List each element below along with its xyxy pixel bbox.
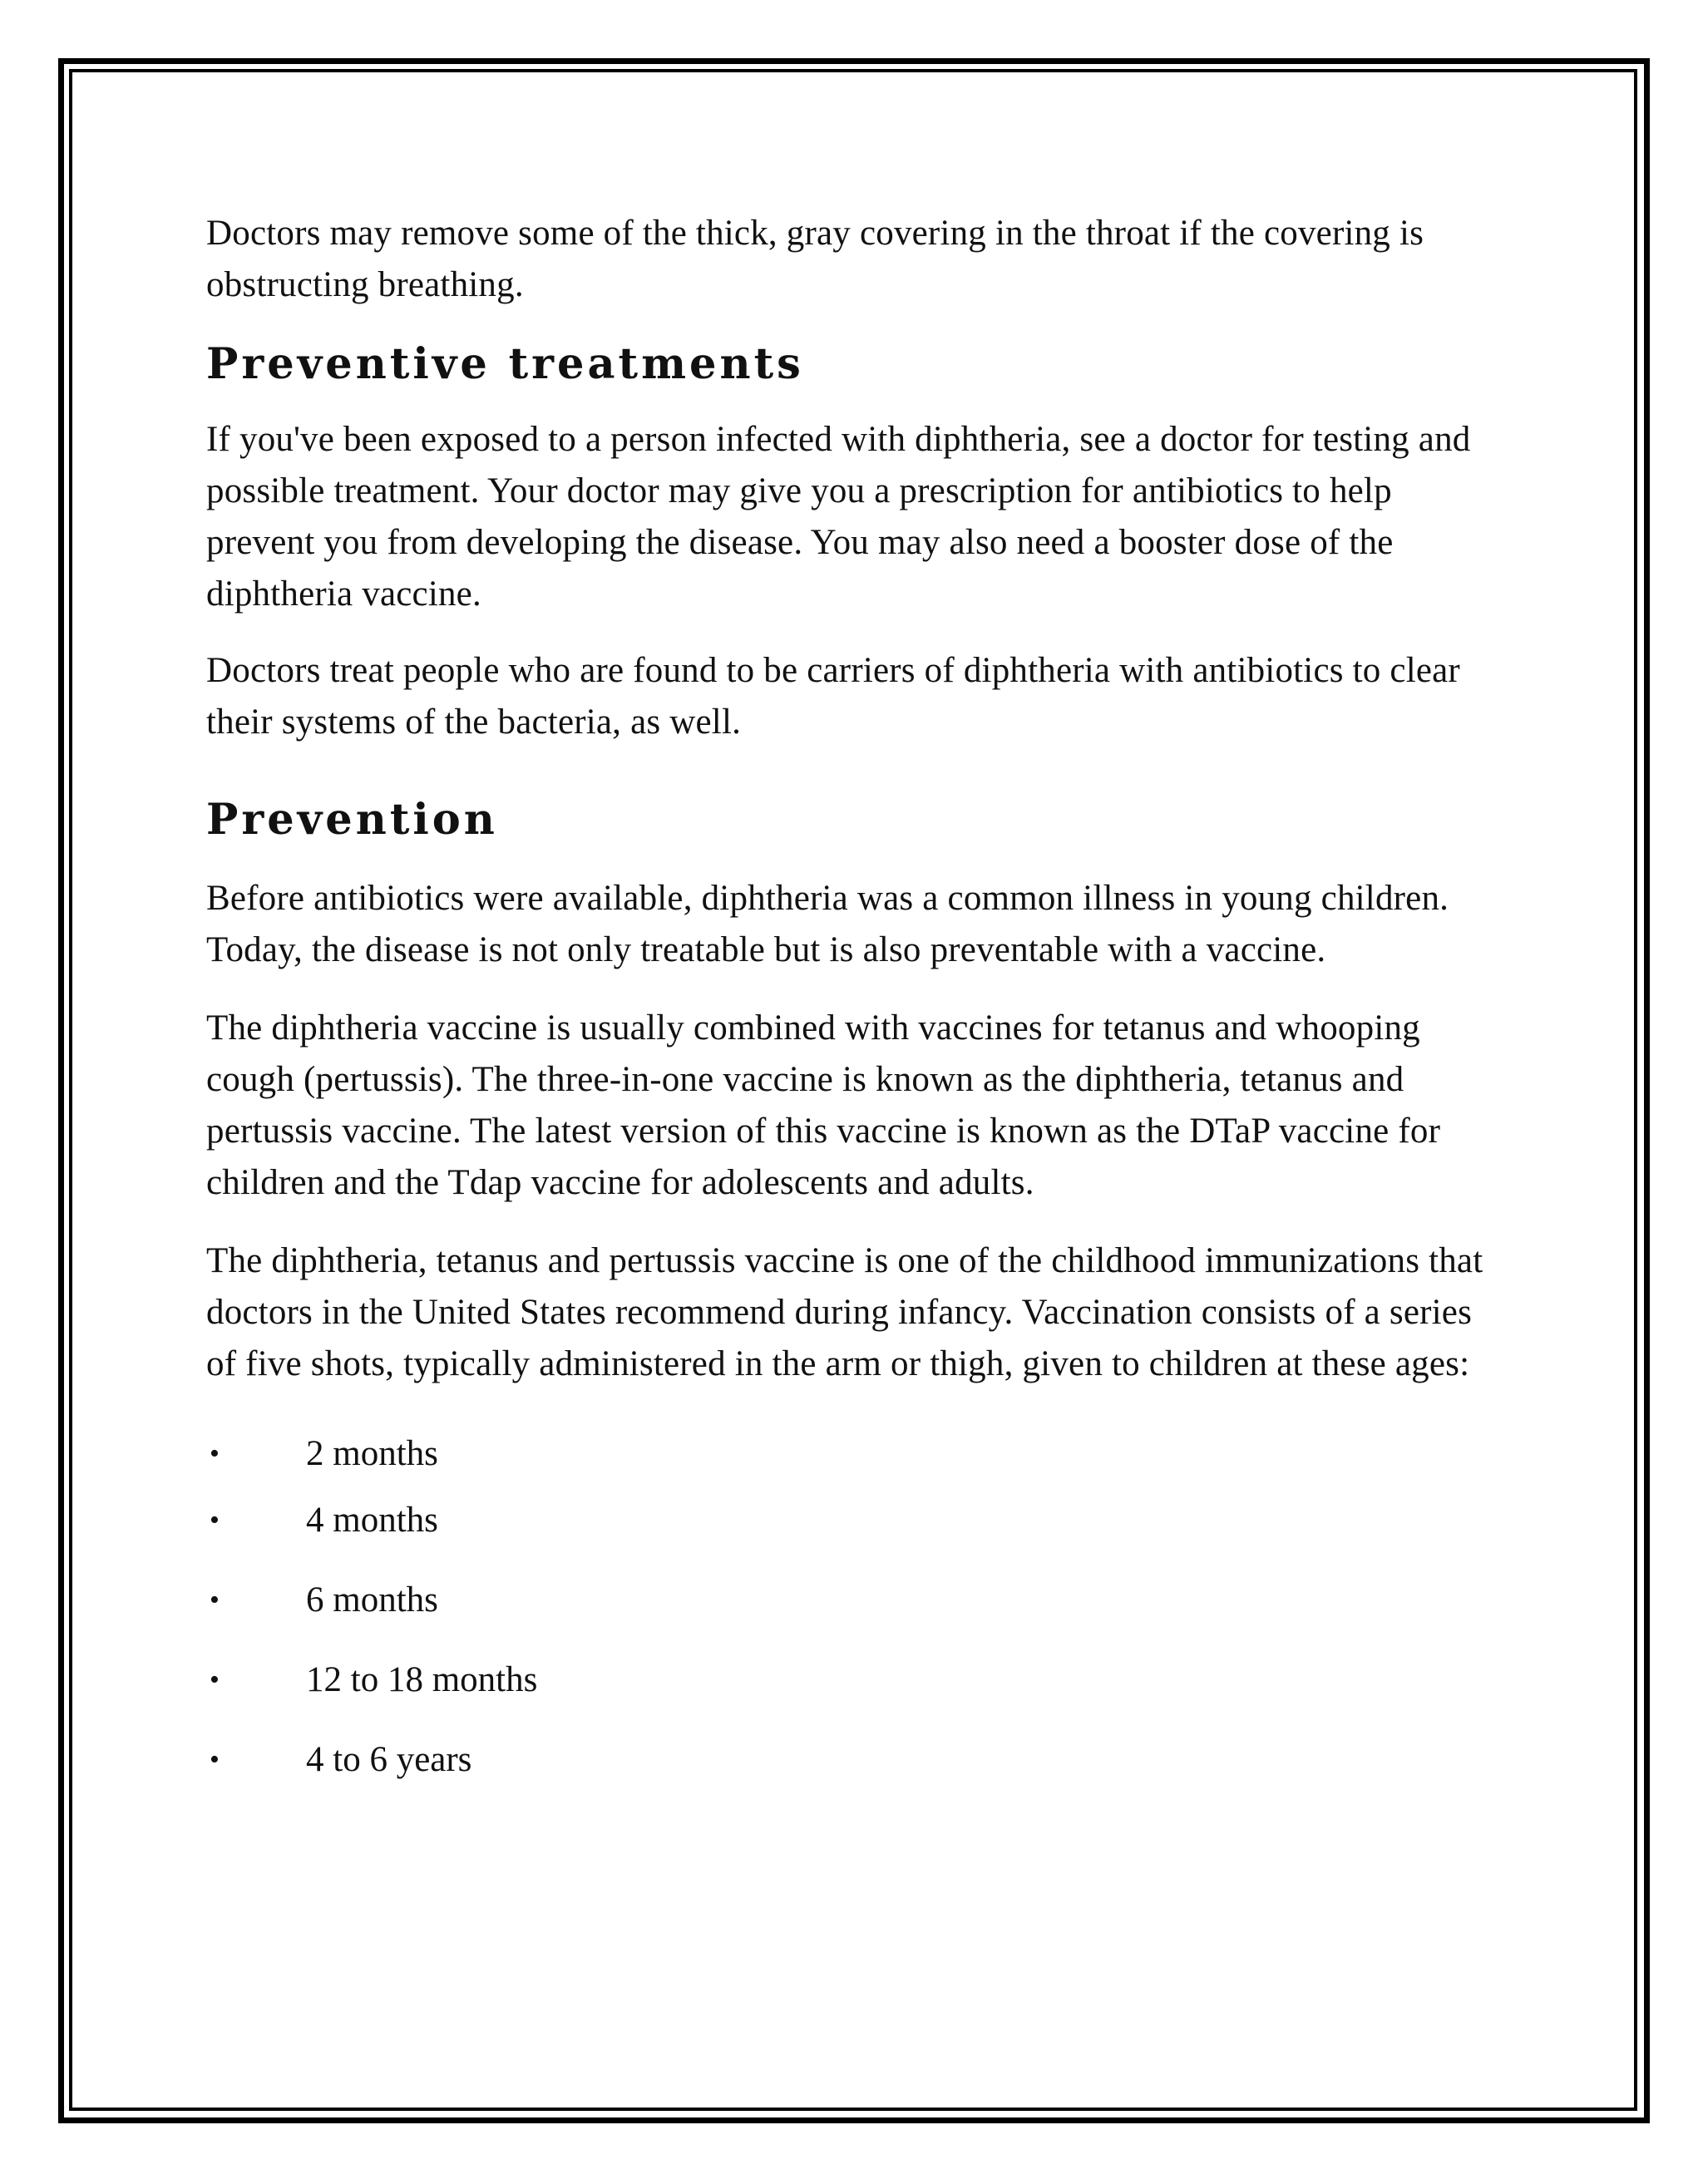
paragraph-combined-vaccine: The diphtheria vaccine is usually combined with vaccines for tetanus and whooping cough (pertussis). The three-in-one vaccine is known as the diphtheria, tetanus and pertussis vaccine. The latest version of this vaccine is known as the DTaP vaccine for children and the Tdap vaccine for adolescents and adults.: [206, 1008, 1441, 1202]
vaccination-ages-list: [206, 1428, 1503, 1786]
list-item: [206, 1654, 1503, 1706]
list-item: [206, 1495, 1503, 1546]
bullet-icon: •: [210, 1585, 220, 1615]
list-item: [206, 1428, 1503, 1480]
paragraph-exposure: If you've been exposed to a person infected with diphtheria, see a doctor for testing and possible treatment. Your doctor may give you a prescription for antibiotics to help prevent you from developing the disease. You may also need a booster dose of the diphtheria vaccine.: [206, 420, 1471, 614]
list-item: [206, 1734, 1503, 1786]
heading-preventive-treatments: Preventive treatments: [206, 339, 804, 389]
bullet-icon: •: [210, 1438, 220, 1469]
paragraph-remove-covering: Doctors may remove some of the thick, gray covering in the throat if the covering is obstructing breathing.: [206, 214, 1424, 304]
heading-prevention: Prevention: [206, 795, 498, 845]
paragraph-carriers: Doctors treat people who are found to be carriers of diphtheria with antibiotics to clear their systems of the bacteria, as well.: [206, 651, 1460, 742]
bullet-icon: •: [210, 1664, 220, 1695]
bullet-icon: •: [210, 1744, 220, 1775]
paragraph-before-antibiotics: Before antibiotics were available, diphtheria was a common illness in young children. Today, the disease is not only treatable but is also preventable with a vaccine.: [206, 879, 1449, 969]
bullet-icon: •: [210, 1505, 220, 1536]
list-item-text: 6 months: [306, 1580, 438, 1620]
document-body: [206, 208, 1503, 1786]
list-item-text: 4 to 6 years: [306, 1740, 472, 1779]
list-item-text: 2 months: [306, 1434, 438, 1473]
paragraph-childhood-immunizations: The diphtheria, tetanus and pertussis vaccine is one of the childhood immunizations that doctors in the United States recommend during infancy. Vaccination consists of a series of five shots, typically administered in the arm or thigh, given to children at these ages:: [206, 1241, 1483, 1383]
list-item-text: 4 months: [306, 1501, 438, 1540]
list-item-text: 12 to 18 months: [306, 1660, 538, 1699]
list-item: [206, 1575, 1503, 1626]
